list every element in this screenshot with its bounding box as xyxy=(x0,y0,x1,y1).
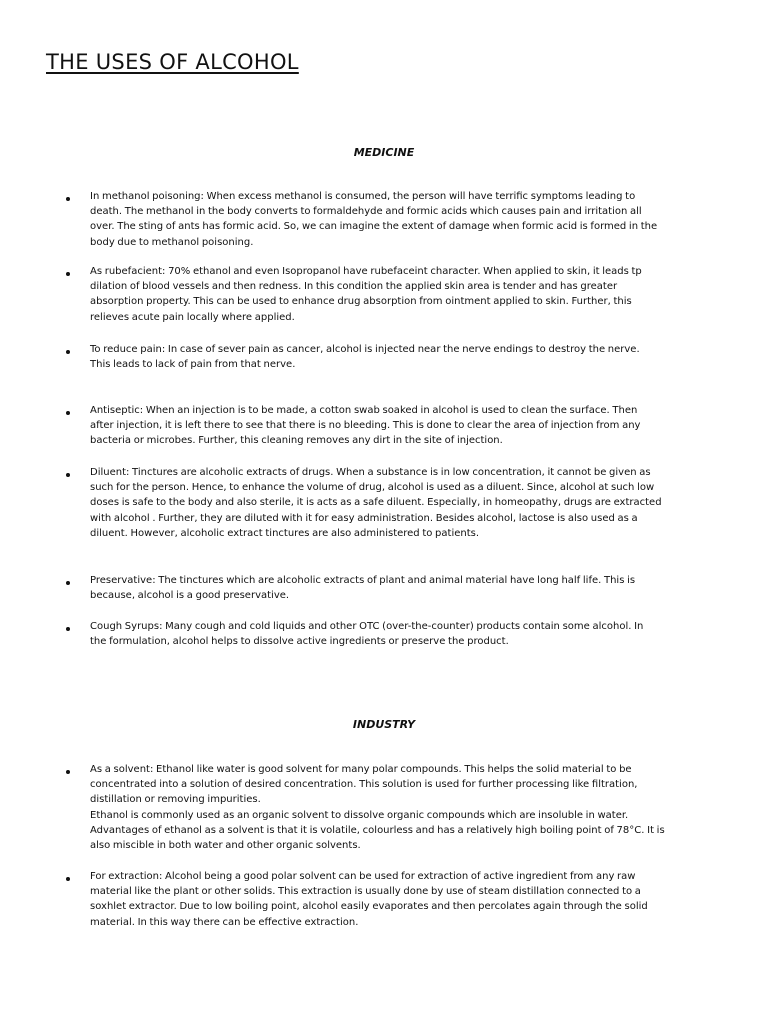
bullet-icon xyxy=(66,411,70,415)
text-line: bacteria or microbes. Further, this cleaning removes any dirt in the site of injection. xyxy=(90,435,503,447)
text-line: also miscible in both water and other organic solvents. xyxy=(90,840,361,852)
text-line: over. The sting of ants has formic acid. So, we can imagine the extent of damage when formic acid is formed in the xyxy=(90,221,658,233)
bullet-icon xyxy=(66,272,70,276)
text-line: As a solvent: Ethanol like water is good solvent for many polar compounds. This helps the solid material to be xyxy=(90,764,632,775)
list-item-text xyxy=(90,762,726,853)
text-line: Cough Syrups: Many cough and cold liquids and other OTC (over-the-counter) products contain some alcohol. In xyxy=(90,621,644,632)
bullet-icon xyxy=(66,581,70,585)
text-line: material. In this way there can be effective extraction. xyxy=(90,916,359,928)
text-line: Preservative: The tinctures which are alcoholic extracts of plant and animal material have long half life. This is xyxy=(90,575,636,586)
list-item-text xyxy=(90,869,726,930)
list-item-text xyxy=(90,264,726,325)
text-line: death. The methanol in the body converts to formaldehyde and formic acids which causes pain and irritation all xyxy=(90,206,642,218)
bullet-icon xyxy=(66,197,70,201)
text-line: To reduce pain: In case of sever pain as cancer, alcohol is injected near the nerve endings to destroy the nerve. xyxy=(90,344,640,355)
text-line: after injection, it is left there to see that there is no bleeding. This is done to clear the area of injection from any xyxy=(90,420,641,432)
section-heading-industry: INDUSTRY xyxy=(352,718,416,731)
text-line: with alcohol . Further, they are diluted with it for easy administration. Besides alcohol, lactose is also used as a xyxy=(90,512,638,524)
bullet-icon xyxy=(66,350,70,354)
text-line: material like the plant or other solids. This extraction is usually done by use of steam distillation connected to a xyxy=(90,886,641,898)
text-line: because, alcohol is a good preservative. xyxy=(90,590,290,602)
text-line: Antiseptic: When an injection is to be made, a cotton swab soaked in alcohol is used to clean the surface. Then xyxy=(90,405,638,416)
text-line: doses is safe to the body and also sterile, it is acts as a safe diluent. Especially, in homeopathy, drugs are extracted xyxy=(90,497,662,509)
text-line: Diluent: Tinctures are alcoholic extracts of drugs. When a substance is in low concentration, it cannot be given as xyxy=(90,467,651,478)
list-item-text xyxy=(90,189,726,250)
text-line: As rubefacient: 70% ethanol and even Isopropanol have rubefaceint character. When applied to skin, it leads tp xyxy=(90,266,642,277)
list-item-text xyxy=(90,342,726,372)
bullet-icon xyxy=(66,627,70,631)
list-item-text xyxy=(90,619,726,649)
text-line: the formulation, alcohol helps to dissolve active ingredients or preserve the product. xyxy=(90,636,509,648)
list-item-text xyxy=(90,573,726,603)
text-line: dilation of blood vessels and then redness. In this condition the applied skin area is tender and has greater xyxy=(90,281,618,293)
text-line: body due to methanol poisoning. xyxy=(90,236,254,248)
text-line: soxhlet extractor. Due to low boiling point, alcohol easily evaporates and then percolates again through the solid xyxy=(90,901,648,913)
text-line: For extraction: Alcohol being a good polar solvent can be used for extraction of active ingredient from any raw xyxy=(90,871,636,882)
text-line: In methanol poisoning: When excess methanol is consumed, the person will have terrific symptoms leading to xyxy=(90,191,636,202)
text-line: diluent. However, alcoholic extract tinctures are also administered to patients. xyxy=(90,527,480,539)
bullet-icon xyxy=(66,473,70,477)
list-item-text xyxy=(90,403,726,449)
text-line: absorption property. This can be used to enhance drug absorption from ointment applied to skin. Further, this xyxy=(90,296,632,308)
text-line: such for the person. Hence, to enhance the volume of drug, alcohol is used as a diluent. Since, alcohol at such low xyxy=(90,482,655,494)
text-line: concentrated into a solution of desired concentration. This solution is used for further processing like filtration, xyxy=(90,779,638,791)
list-item-text xyxy=(90,465,726,541)
bullet-icon xyxy=(66,770,70,774)
text-line: This leads to lack of pain from that nerve. xyxy=(90,359,296,371)
section-heading-medicine: MEDICINE xyxy=(353,146,415,159)
text-line: relieves acute pain locally where applied. xyxy=(90,311,295,323)
text-line: Advantages of ethanol as a solvent is that it is volatile, colourless and has a relatively high boiling point of 78°C. It is xyxy=(90,824,665,836)
text-line: Ethanol is commonly used as an organic solvent to dissolve organic compounds which are insoluble in water. xyxy=(90,809,629,821)
bullet-icon xyxy=(66,877,70,881)
document-title: THE USES OF ALCOHOL xyxy=(46,50,299,74)
text-line: distillation or removing impurities. xyxy=(90,794,261,806)
